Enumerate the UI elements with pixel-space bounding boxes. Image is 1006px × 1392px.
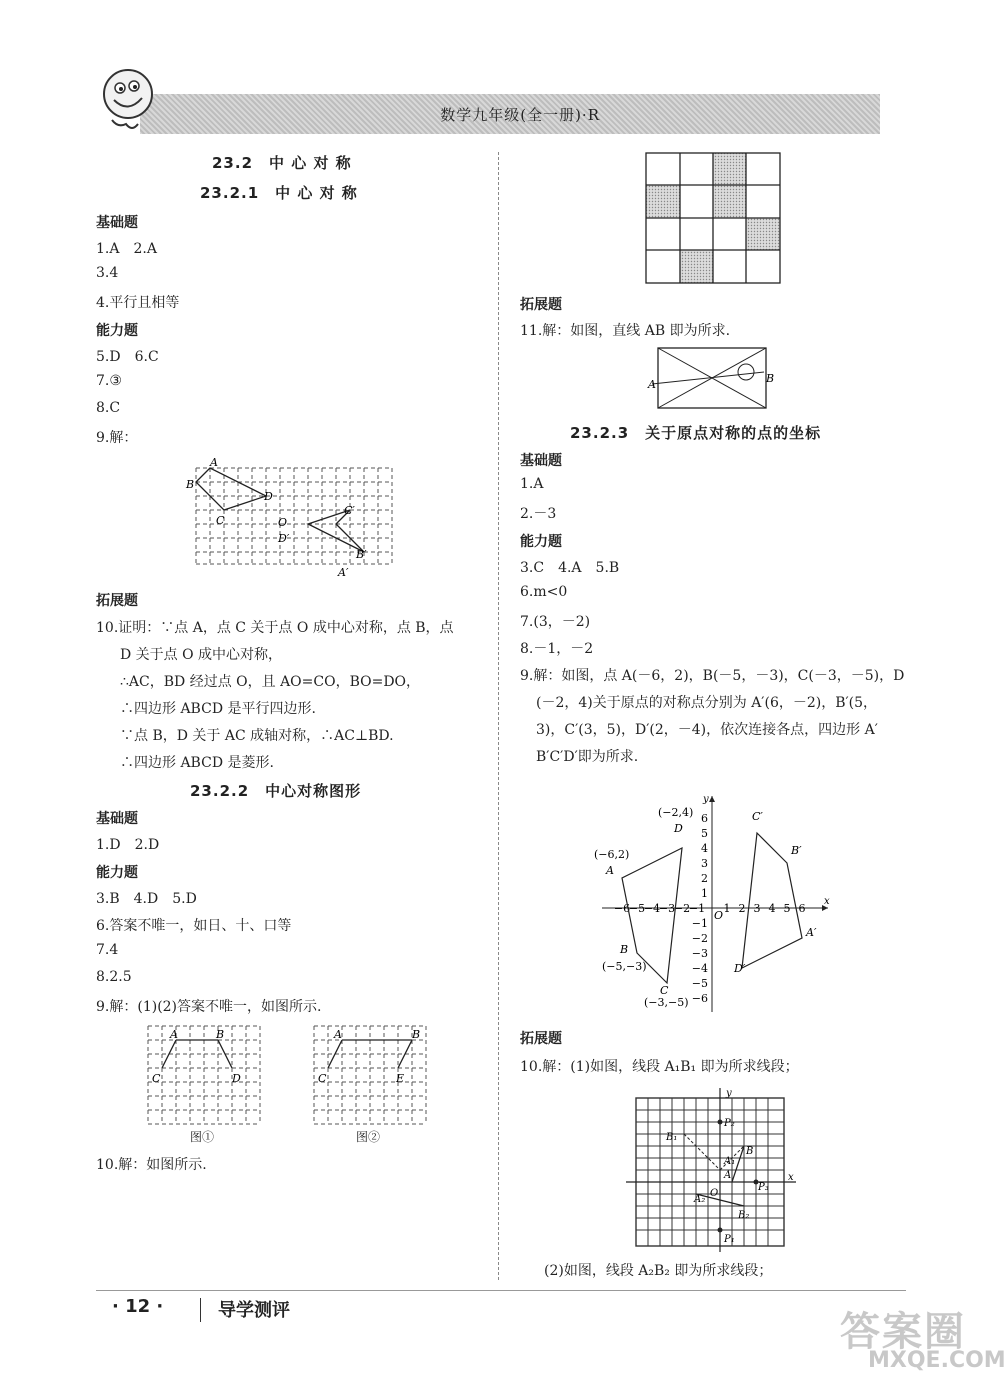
fig9-label-cp: C′ [344,504,355,517]
fig9-label-o: O [278,516,288,529]
fig1-label-b: B [216,1028,225,1041]
x-tick: −6 [613,902,631,915]
fig9-label-bp: B′ [356,548,367,561]
fig10-label-p3: P₃ [758,1182,769,1193]
x-tick: 1 [723,902,731,915]
fig11-label-a: A [648,378,656,391]
figure-1-grid [144,1022,264,1128]
answer-line: 8.－1，－2 [520,641,594,657]
coord-value-d: (−2,4) [658,806,694,819]
answer-line: 7.③ [96,373,122,389]
section-title-23-2-2: 23.2.2 中心对称图形 [190,782,362,800]
answer-line: 3.4 [96,265,119,281]
coord-label-dp: D′ [734,962,746,975]
coord-value-a: (−6,2) [594,848,630,861]
y-tick: −5 [691,977,708,990]
x-tick: −3 [658,902,676,915]
section-title-23-2: 23.2 中 心 对 称 [212,154,352,172]
x-tick: 6 [798,902,806,915]
fig2-label-b: B [412,1028,421,1041]
answer-line: 8.C [96,400,121,416]
x-tick: −2 [673,902,691,915]
x-tick: −4 [643,902,661,915]
y-tick: 3 [701,857,708,870]
fig10-label-p2: P₂ [724,1118,735,1129]
y-tick: −1 [691,917,708,930]
answer-line: 1.A 2.A [96,241,157,257]
answer-line: B′C′D′即为所求. [536,749,639,765]
answer-line: 5.D 6.C [96,349,159,365]
label-ability: 能力题 [96,323,138,339]
coord-label-d: D [674,822,683,835]
coord-value-b: (−5,−3) [602,960,647,973]
label-extension: 拓展题 [96,593,138,609]
fig9-label-b: B [186,478,195,491]
y-tick: −3 [691,947,708,960]
answer-line: 2.－3 [520,506,557,522]
fig10-label-o: O [710,1188,719,1199]
section-title-23-2-1: 23.2.1 中 心 对 称 [200,184,358,202]
fig2-label-e: E [396,1072,405,1085]
label-basic: 基础题 [96,215,138,231]
answer-line: 7.(3，－2) [520,614,591,630]
footer-separator [200,1298,201,1322]
column-divider [498,152,499,1280]
mascot-logo [92,62,164,134]
label-extension: 拓展题 [520,297,562,313]
label-ability: 能力题 [520,534,562,550]
section-title-23-2-3: 23.2.3 关于原点对称的点的坐标 [570,424,822,442]
answer-line: 1.A [520,476,544,492]
x-tick: −5 [628,902,646,915]
coord-label-bp: B′ [791,844,802,857]
coord-value-c: (−3,−5) [644,996,689,1009]
y-tick: −4 [691,962,708,975]
figure-2-grid [310,1022,434,1128]
answer-line: 11.解：如图，直线 AB 即为所求. [520,323,731,339]
figure-10-grid [626,1086,802,1252]
answer-line: 6.答案不唯一，如日、十、口等 [96,918,292,934]
y-tick: −2 [691,932,708,945]
answer-line: (2)如图，线段 A₂B₂ 即为所求线段； [544,1263,773,1279]
label-extension: 拓展题 [520,1031,562,1047]
page-number: · 12 · [112,1296,164,1317]
figure-2-caption: 图② [356,1130,381,1144]
answer-line: 10.解：(1)如图，线段 A₁B₁ 即为所求线段； [520,1059,799,1075]
fig1-label-a: A [170,1028,178,1041]
answer-line: 3.C 4.A 5.B [520,560,620,576]
fig10-label-b: B [746,1146,754,1157]
x-tick: 3 [753,902,761,915]
answer-line: 4.平行且相等 [96,295,180,311]
header-title: 数学九年级(全一册)·R [440,106,600,124]
x-tick: 2 [738,902,746,915]
fig10-label-a: A [724,1170,732,1181]
fig10-x-label: x [788,1172,794,1183]
label-basic: 基础题 [520,453,562,469]
answer-line: 7.4 [96,942,119,958]
footer-rule [96,1290,906,1291]
y-tick: −6 [691,992,708,1005]
answer-line: 1.D 2.D [96,837,160,853]
label-ability: 能力题 [96,865,138,881]
answer-line: 9.解：(1)(2)答案不唯一，如图所示. [96,999,322,1015]
coord-x-axis-label: x [824,896,830,907]
watermark-logo: 答案圈 [840,1309,966,1355]
coord-label-b: B [620,943,629,956]
coordinate-plane [592,788,842,1018]
fig9-label-d: D [264,490,273,503]
coord-origin-label: O [714,909,724,922]
figure-1-caption: 图① [190,1130,215,1144]
fig10-label-b1: B₁ [666,1132,678,1143]
answer-line: (－2，4)关于原点的对称点分别为 A′(6，－2)，B′(5， [536,695,878,711]
proof-line: 10.证明：∵点 A，点 C 关于点 O 成中心对称，点 B，点 [96,620,454,636]
coord-label-cp: C′ [752,810,763,823]
fig9-label-dp: D′ [278,532,290,545]
fig10-label-b2: B₂ [738,1210,750,1221]
figure-11-rectangle [648,344,778,412]
fig10-label-p1: P₁ [724,1234,735,1245]
answer-line: 8.2.5 [96,969,132,985]
watermark-url: MXQE.COM [868,1348,1006,1373]
fig11-label-b: B [766,372,775,385]
proof-line: ∴四边形 ABCD 是菱形. [120,755,274,771]
label-basic: 基础题 [96,811,138,827]
answer-line: 3.B 4.D 5.D [96,891,197,907]
x-tick: −1 [688,902,706,915]
x-tick: 4 [768,902,776,915]
y-tick: 2 [701,872,708,885]
answer-line: 9.解： [96,430,138,446]
x-tick: 5 [783,902,791,915]
answer-line: 10.解：如图所示. [96,1157,207,1173]
fig1-label-d: D [232,1072,241,1085]
brand-name: 导学测评 [218,1300,290,1321]
shaded-grid-figure [645,152,781,284]
fig2-label-a: A [334,1028,342,1041]
answer-line: 6.m<0 [520,584,568,600]
coord-label-ap: A′ [806,926,817,939]
proof-line: ∴四边形 ABCD 是平行四边形. [120,701,316,717]
proof-line: ∴AC，BD 经过点 O，且 AO=CO，BO=DO， [120,674,421,690]
fig9-label-a: A [210,456,218,469]
y-tick: 5 [701,827,708,840]
y-tick: 6 [701,812,708,825]
y-tick: 4 [701,842,708,855]
answer-line: 9.解：如图，点 A(－6，2)，B(－5，－3)，C(－3，－5)，D [520,668,905,684]
fig10-y-label: y [726,1088,732,1099]
coord-label-a: A [606,864,614,877]
fig9-label-ap: A′ [338,566,349,579]
coord-label-c: C [660,984,669,997]
fig10-label-a2: A₂ [694,1194,706,1205]
proof-line: ∵点 B，D 关于 AC 成轴对称，∴AC⊥BD. [120,728,394,744]
y-tick: 1 [701,887,708,900]
figure-9-grid [180,456,400,579]
fig9-label-c: C [216,514,225,527]
fig2-label-c: C [318,1072,327,1085]
proof-line: D 关于点 O 成中心对称， [120,647,283,663]
coord-y-axis-label: y [703,794,709,805]
fig10-label-a1: A₁ [724,1156,736,1167]
answer-line: 3)，C′(3，5)，D′(2，－4)，依次连接各点，四边形 A′ [536,722,878,738]
fig1-label-c: C [152,1072,161,1085]
